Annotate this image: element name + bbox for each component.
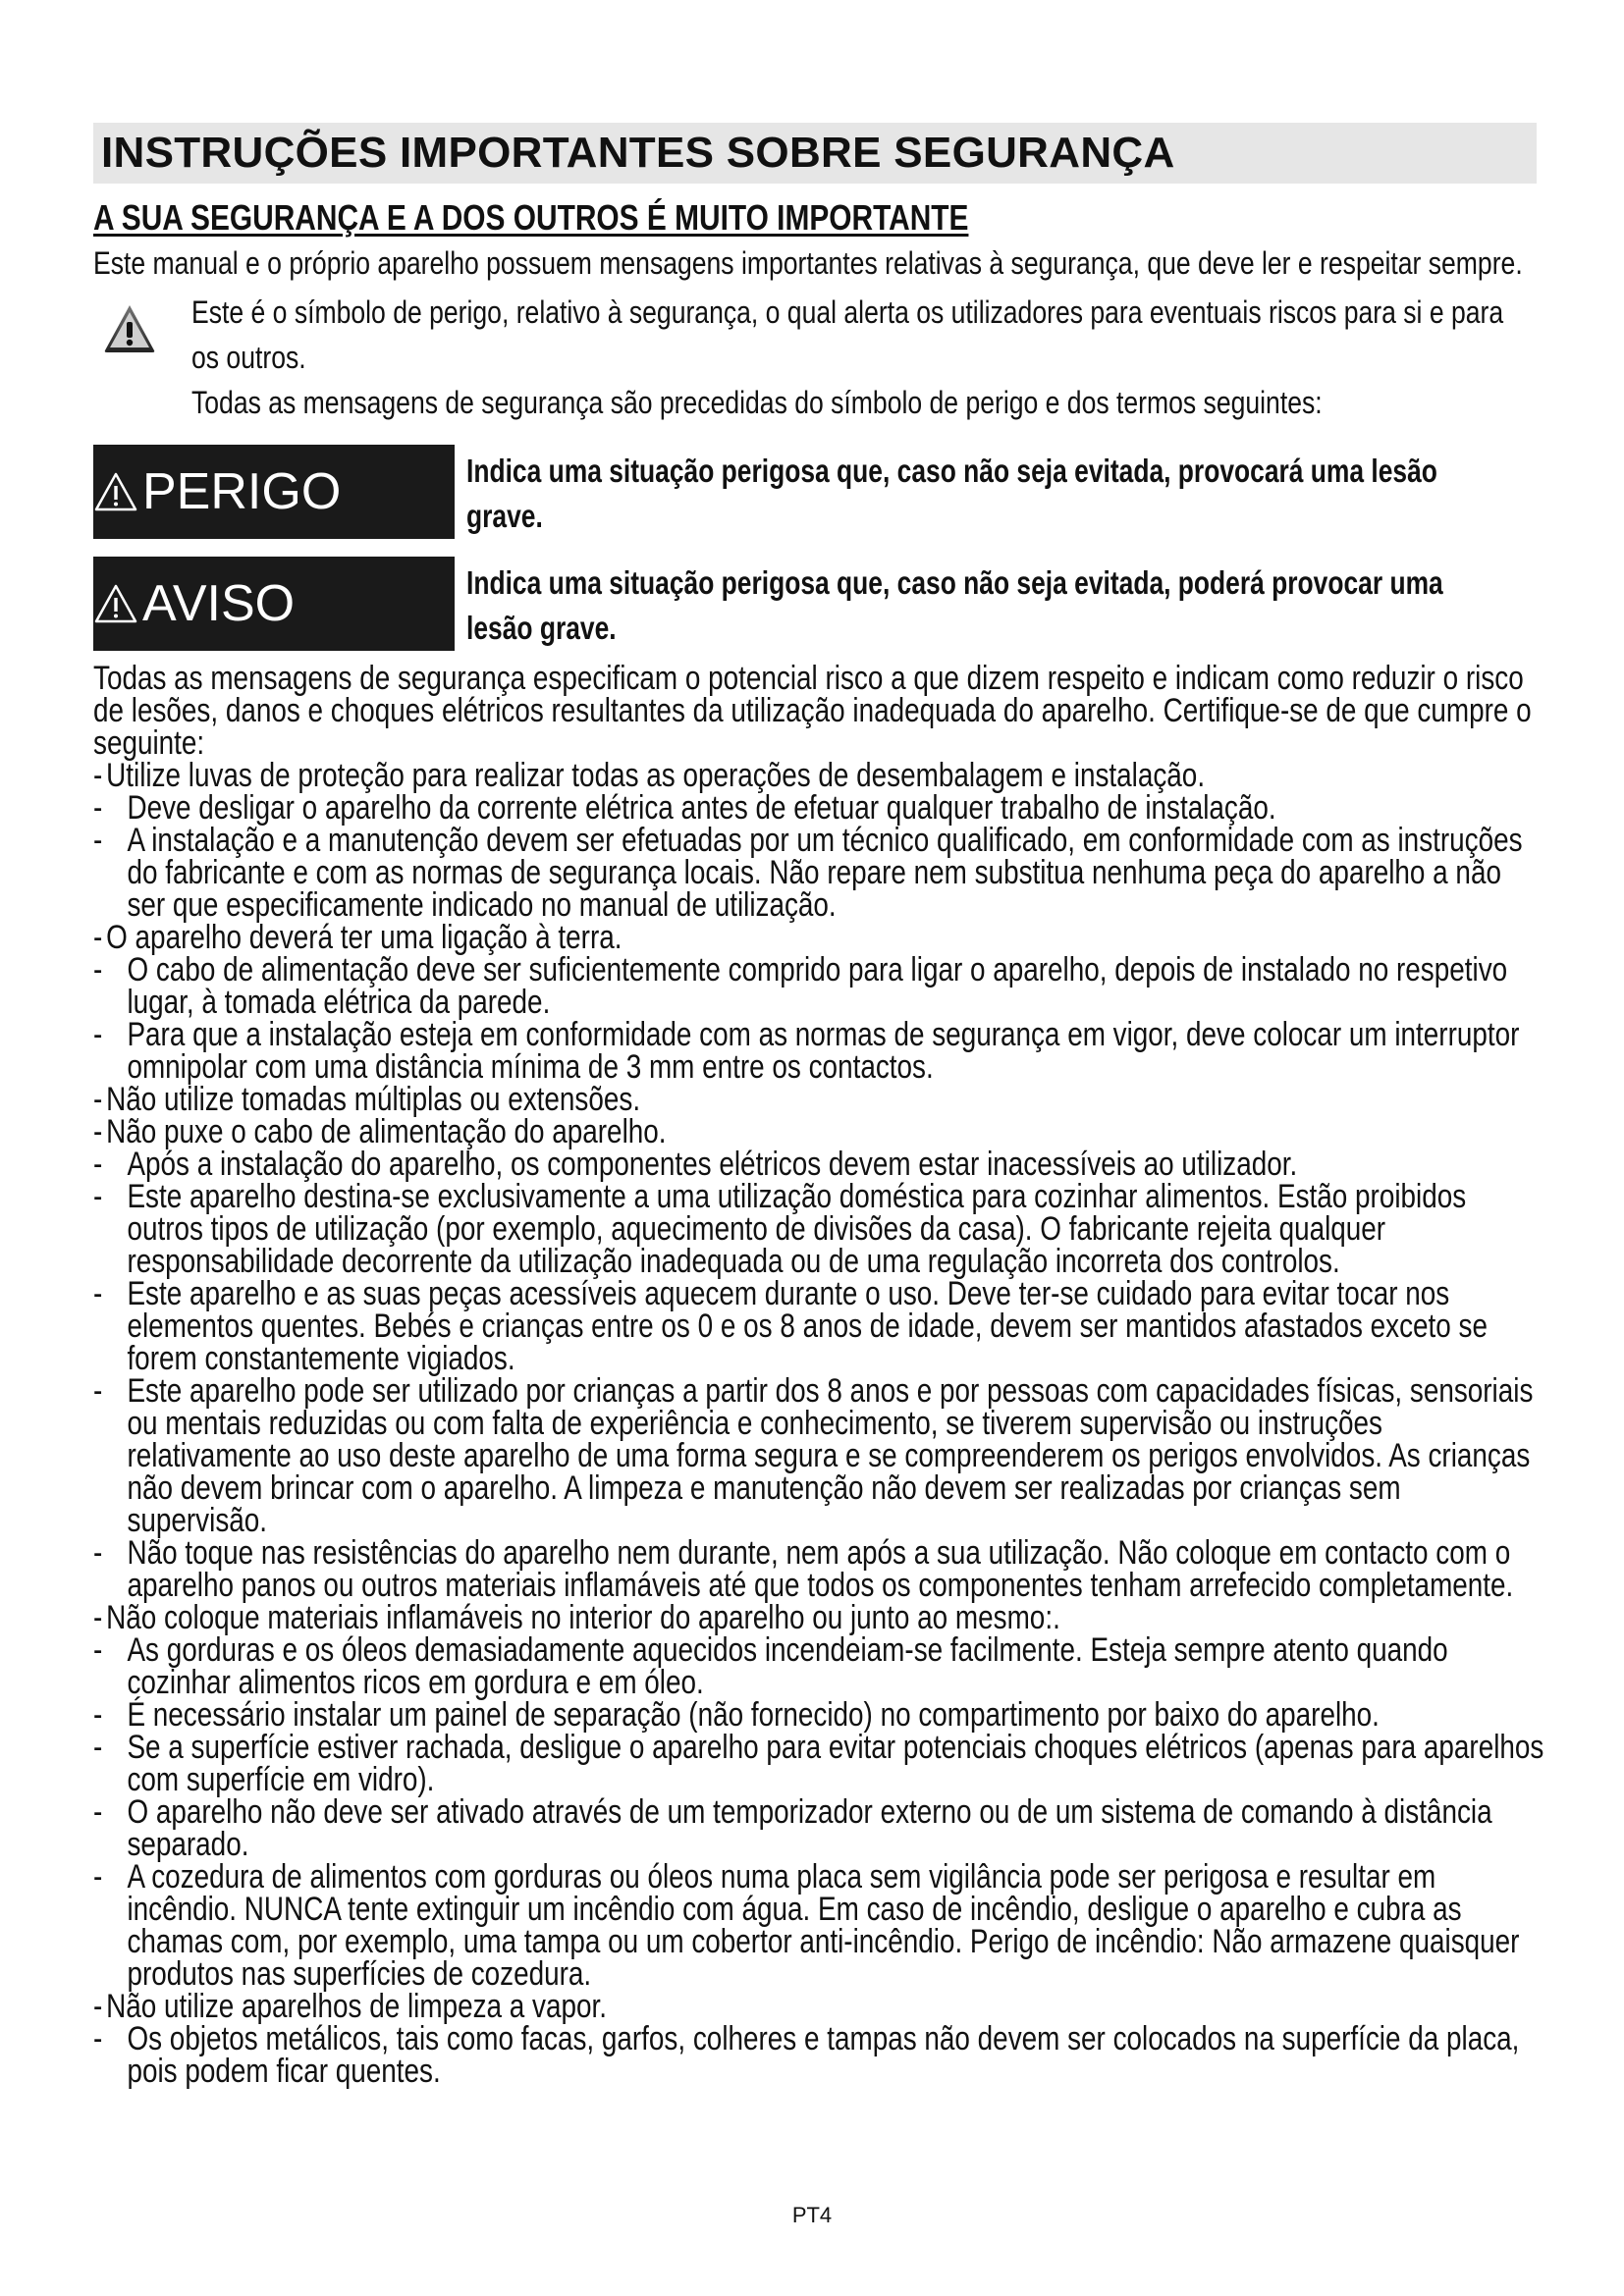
list-item-text: Utilize luvas de proteção para realizar todas as operações de desembalagem e instalação. xyxy=(106,757,1206,794)
section-subtitle: A SUA SEGURANÇA E A DOS OUTROS É MUITO IMPORTANTE xyxy=(93,197,969,238)
list-bullet: - xyxy=(93,1793,103,1831)
list-bullet: - xyxy=(93,1016,103,1053)
list-item-text: As gorduras e os óleos demasiadamente aquecidos incendeiam-se facilmente. Esteja sempre atento quando cozinhar alimentos ricos em gordura e em óleo. xyxy=(127,1631,1448,1701)
perigo-label-box xyxy=(93,445,455,539)
perigo-label: PERIGO xyxy=(142,463,342,520)
safety-instructions xyxy=(93,660,1546,2090)
list-bullet: - xyxy=(93,1146,103,1183)
list-item xyxy=(93,2020,1546,2090)
list-item xyxy=(93,1631,1546,1701)
list-bullet: - xyxy=(93,1599,103,1636)
list-bullet: - xyxy=(93,1696,103,1734)
list-item xyxy=(93,1275,1546,1377)
list-item xyxy=(93,1372,1546,1539)
list-item xyxy=(93,1081,1546,1118)
list-item xyxy=(93,789,1546,827)
list-item xyxy=(93,1988,1546,2025)
list-item-text: Não toque nas resistências do aparelho nem durante, nem após a sua utilização. Não coloque em contacto com o aparelho panos ou outros materiais inflamáveis até que todos os componentes tenham arrefecido completamente. xyxy=(127,1534,1514,1604)
list-bullet: - xyxy=(93,1988,103,2025)
list-item-text: Não utilize aparelhos de limpeza a vapor. xyxy=(106,1988,608,2025)
list-item-text: Este aparelho e as suas peças acessíveis aquecem durante o uso. Deve ter-se cuidado para evitar tocar nos elementos quentes. Bebés e crianças entre os 0 e os 8 anos de idade, devem ser mantidos afastados exceto se forem constantemente vigiados. xyxy=(127,1275,1488,1377)
danger-symbol-explanation xyxy=(93,290,1537,437)
list-bullet: - xyxy=(93,822,103,859)
list-item-text: A instalação e a manutenção devem ser efetuadas por um técnico qualificado, em conformidade com as instruções do fabricante e com as normas de segurança locais. Não repare nem substitua nenhuma peça do aparelho a não ser que especificamente indicado no manual de utilização. xyxy=(127,822,1523,924)
list-bullet: - xyxy=(93,1534,103,1572)
list-item-text: O aparelho não deve ser ativado através de um temporizador externo ou de um sistema de comando à distância separado. xyxy=(127,1793,1492,1863)
list-item-text: Se a superfície estiver rachada, desligue o aparelho para evitar potenciais choques elétricos (apenas para aparelhos com superfície em vidro). xyxy=(127,1729,1544,1798)
symbol-description: Este é o símbolo de perigo, relativo à segurança, o qual alerta os utilizadores para eventuais riscos para si e para os outros. xyxy=(191,294,1504,375)
list-item-text: O cabo de alimentação deve ser suficientemente comprido para ligar o aparelho, depois de instalado no respetivo lugar, à tomada elétrica da parede. xyxy=(127,951,1508,1021)
list-item-text: Deve desligar o aparelho da corrente elétrica antes de efetuar qualquer trabalho de instalação. xyxy=(127,789,1276,827)
list-item xyxy=(93,919,1546,956)
list-item xyxy=(93,1793,1546,1863)
symbol-description-2: Todas as mensagens de segurança são precedidas do símbolo de perigo e dos termos seguintes: xyxy=(191,385,1323,420)
list-bullet: - xyxy=(93,1858,103,1896)
list-item-text: Não utilize tomadas múltiplas ou extensões. xyxy=(106,1081,641,1118)
list-item xyxy=(93,1534,1546,1604)
list-item-text: Não puxe o cabo de alimentação do aparelho. xyxy=(106,1113,667,1150)
list-item-text: Os objetos metálicos, tais como facas, garfos, colheres e tampas não devem ser colocados na superfície da placa, pois podem ficar quentes. xyxy=(127,2020,1520,2090)
list-item xyxy=(93,1148,1546,1181)
list-bullet: - xyxy=(93,2020,103,2057)
list-item-text: Este aparelho pode ser utilizado por crianças a partir dos 8 anos e por pessoas com capacidades físicas, sensoriais ou mentais reduzidas ou com falta de experiência e conhecimento, se tiverem supervisão ou instruções relativamente ao uso deste aparelho de uma forma segura e se compreenderem os perigos envolvidos. As crianças não devem brincar com o aparelho. A limpeza e manutenção não devem ser realizadas por crianças sem supervisão. xyxy=(127,1372,1534,1539)
list-item xyxy=(93,1113,1546,1150)
aviso-label-box xyxy=(93,557,455,651)
intro-paragraph: Este manual e o próprio aparelho possuem mensagens importantes relativas à segurança, que deve ler e respeitar sempre. xyxy=(93,245,1523,281)
list-item xyxy=(93,1729,1546,1798)
list-bullet: - xyxy=(93,789,103,827)
safety-items-list xyxy=(93,757,1546,2090)
list-bullet: - xyxy=(93,1275,103,1312)
list-item xyxy=(93,822,1546,924)
body-intro: Todas as mensagens de segurança especificam o potencial risco a que dizem respeito e indicam como reduzir o risco de lesões, danos e choques elétricos resultantes da utilização inadequada do aparelho. Certifique-se de que cumpre o seguinte: xyxy=(93,660,1532,762)
warning-triangle-icon xyxy=(93,471,138,512)
list-bullet: - xyxy=(93,1372,103,1410)
list-bullet: - xyxy=(93,919,103,956)
list-item-text: O aparelho deverá ter uma ligação à terra. xyxy=(106,919,623,956)
list-item xyxy=(93,1696,1546,1734)
warning-triangle-icon xyxy=(103,303,156,354)
list-item-text: Após a instalação do aparelho, os componentes elétricos devem estar inacessíveis ao utilizador. xyxy=(127,1146,1298,1183)
list-item xyxy=(93,1016,1546,1086)
list-item-text: Para que a instalação esteja em conformidade com as normas de segurança em vigor, deve colocar um interruptor omnipolar com uma distância mínima de 3 mm entre os contactos. xyxy=(127,1016,1520,1086)
list-bullet: - xyxy=(93,1178,103,1215)
aviso-description: Indica uma situação perigosa que, caso não seja evitada, poderá provocar uma lesão grave. xyxy=(466,564,1443,646)
list-bullet: - xyxy=(93,757,103,794)
list-item-text: Este aparelho destina-se exclusivamente a uma utilização doméstica para cozinhar alimentos. Estão proibidos outros tipos de utilização (por exemplo, aquecimento de divisões da casa). O fabricante rejeita qualquer responsabilidade decorrente da utilização inadequada ou de uma regulação incorreta dos controlos. xyxy=(127,1178,1467,1280)
list-item-text: Não coloque materiais inflamáveis no interior do aparelho ou junto ao mesmo:. xyxy=(106,1599,1060,1636)
list-bullet: - xyxy=(93,951,103,988)
list-item xyxy=(93,1599,1546,1636)
list-item-text: É necessário instalar um painel de separação (não fornecido) no compartimento por baixo do aparelho. xyxy=(127,1696,1380,1734)
list-item xyxy=(93,757,1546,794)
list-item-text: A cozedura de alimentos com gorduras ou óleos numa placa sem vigilância pode ser perigosa e resultar em incêndio. NUNCA tente extinguir um incêndio com água. Em caso de incêndio, desligue o aparelho e cubra as chamas com, por exemplo, uma tampa ou um cobertor anti-incêndio. Perigo de incêndio: Não armazene quaisquer produtos nas superfícies de cozedura. xyxy=(127,1858,1520,1993)
signal-row-perigo xyxy=(93,445,1537,539)
aviso-label: AVISO xyxy=(142,575,296,632)
list-item xyxy=(93,951,1546,1021)
list-bullet: - xyxy=(93,1631,103,1669)
list-item xyxy=(93,1178,1546,1280)
page-content xyxy=(93,123,1544,2090)
list-bullet: - xyxy=(93,1113,103,1150)
signal-row-aviso xyxy=(93,557,1537,651)
page-title: INSTRUÇÕES IMPORTANTES SOBRE SEGURANÇA xyxy=(93,123,1537,184)
perigo-description: Indica uma situação perigosa que, caso não seja evitada, provocará uma lesão grave. xyxy=(466,453,1437,534)
list-bullet: - xyxy=(93,1729,103,1766)
warning-triangle-icon xyxy=(93,583,138,624)
list-bullet: - xyxy=(93,1081,103,1118)
page-number: PT4 xyxy=(791,2203,833,2227)
list-item xyxy=(93,1858,1546,1993)
